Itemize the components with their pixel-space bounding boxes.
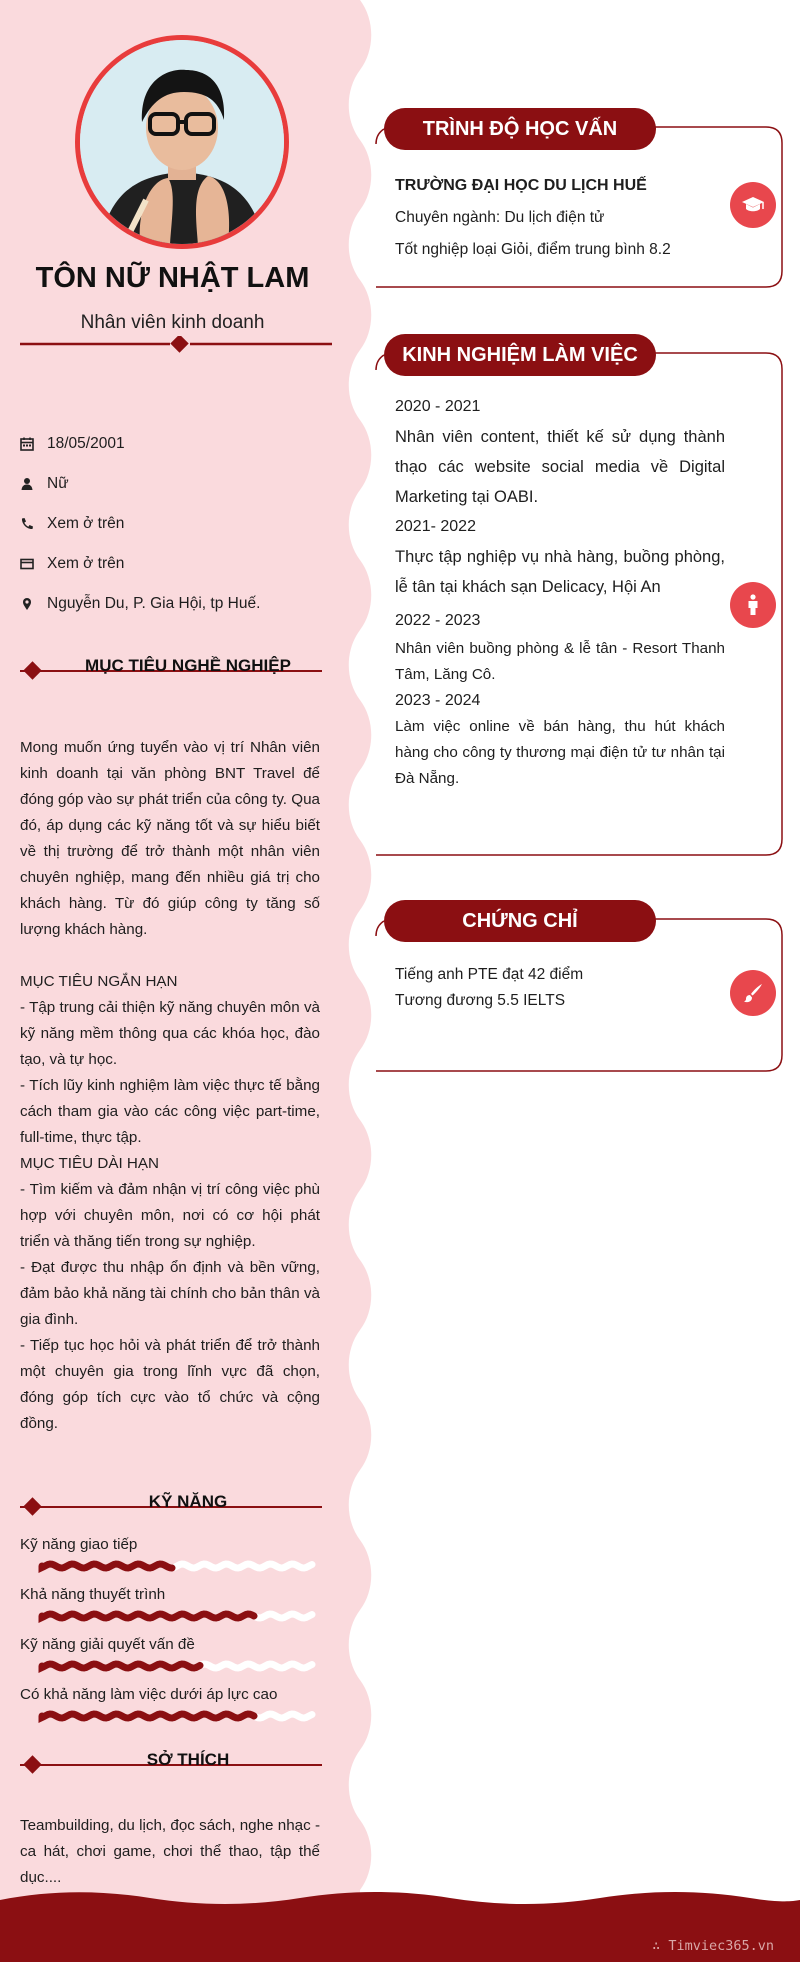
personal-info [20,424,330,624]
experience-period: 2021- 2022 [395,518,476,535]
graduation-cap-icon [730,182,776,228]
skill-name: Kỹ năng giải quyết vấn đề [20,1636,195,1653]
skill-bar [34,1708,320,1724]
objective-paragraph: - Đạt được thu nhập ổn định và bền vững, đảm bảo khả năng tài chính cho bản thân và gia đình. [20,1259,320,1328]
hobbies-text: Teambuilding, du lịch, đọc sách, nghe nhạc - ca hát, chơi game, chơi thể thao, tập thể dục.... [20,1817,320,1886]
objective-heading [20,658,322,682]
objective-paragraph: - Tìm kiếm và đảm nhận vị trí công việc phù hợp với chuyên môn, nơi có cơ hội phát triển và thăng tiến trong sự nghiệp. [20,1181,320,1250]
info-birthdate [20,424,330,464]
info-text: Nữ [47,475,69,492]
hobbies-heading [20,1752,322,1776]
info-address [20,584,330,624]
user-icon [20,477,47,491]
person-icon [730,582,776,628]
hobbies-title: SỞ THÍCH [146,1750,230,1769]
certificates-body [395,962,725,1014]
experience-section [374,334,784,858]
experience-description: Làm việc online về bán hàng, thu hút khách hàng cho công ty thương mại điện tử tư nhân tại Đà Nẵng. [395,718,725,787]
skills-heading [20,1494,322,1518]
skill-bar [34,1658,320,1674]
experience-entry [395,606,725,688]
skill-bar-fill [42,1714,254,1718]
skill-bar-fill [42,1664,200,1668]
objective-paragraph: - Tiếp tục học hỏi và phát triển để trở thành một chuyên gia trong lĩnh vực đã chọn, đóng góp tích cực vào tổ chức và cộng đồng. [20,1337,320,1432]
objective-paragraph: - Tập trung cải thiện kỹ năng chuyên môn và kỹ năng mềm thông qua các khóa học, đào tạo, và tự học. [20,999,320,1068]
experience-entry [395,688,725,792]
info-text: Xem ở trên [47,555,125,572]
email-icon [20,557,47,571]
profile-photo [75,35,289,249]
skill-bar [34,1558,320,1574]
skills-title: KỸ NĂNG [148,1492,228,1511]
skill-bar-fill [42,1614,254,1618]
info-email [20,544,330,584]
info-phone [20,504,330,544]
education-result: Tốt nghiệp loại Giỏi, điểm trung bình 8.2 [395,241,671,258]
skill-item [20,1532,322,1582]
name-divider [20,336,332,356]
skills-list [20,1532,322,1732]
skill-item [20,1582,322,1632]
education-body [395,170,725,266]
school-name: TRƯỜNG ĐẠI HỌC DU LỊCH HUẾ [395,177,647,194]
skill-bar-fill [42,1564,172,1568]
experience-body [395,392,725,792]
objective-title: MỤC TIÊU NGHỀ NGHIỆP [85,656,291,675]
skill-name: Có khả năng làm việc dưới áp lực cao [20,1686,278,1703]
experience-period: 2020 - 2021 [395,398,481,415]
objective-paragraph [20,943,320,969]
info-gender [20,464,330,504]
education-title: TRÌNH ĐỘ HỌC VẤN [384,108,656,150]
skill-name: Kỹ năng giao tiếp [20,1536,138,1553]
experience-description: Nhân viên buồng phòng & lễ tân - Resort Thanh Tâm, Lăng Cô. [395,640,725,683]
experience-entry [395,392,725,512]
education-section [374,108,784,290]
experience-description: Nhân viên content, thiết kế sử dụng thành thạo các website social media về Digital Marketing tại OABI. [395,428,725,506]
candidate-name: TÔN NỮ NHẬT LAM [35,262,310,294]
brush-icon [730,970,776,1016]
experience-description: Thực tập nghiệp vụ nhà hàng, buồng phòng, lễ tân tại khách sạn Delicacy, Hội An [395,548,725,596]
objective-paragraph: MỤC TIÊU DÀI HẠN [20,1155,159,1172]
certificate-line: Tương đương 5.5 IELTS [395,992,566,1009]
objective-paragraph: MỤC TIÊU NGẮN HẠN [20,973,178,990]
experience-entry [395,512,725,602]
skill-bar [34,1608,320,1624]
info-text: 18/05/2001 [47,435,125,452]
phone-icon [20,517,47,531]
objective-text [20,735,320,1437]
experience-period: 2023 - 2024 [395,692,481,709]
education-major: Chuyên ngành: Du lịch điện tử [395,209,605,226]
objective-paragraph: - Tích lũy kinh nghiệm làm việc thực tế bằng cách tham gia vào các công việc part-time, full-time, thực tập. [20,1077,320,1146]
experience-period: 2022 - 2023 [395,612,481,629]
info-text: Xem ở trên [47,515,125,532]
info-text: Nguyễn Du, P. Gia Hội, tp Huế. [47,595,261,612]
skill-item [20,1632,322,1682]
skill-name: Khả năng thuyết trình [20,1586,166,1603]
certificates-title: CHỨNG CHỈ [384,900,656,942]
objective-paragraph: Mong muốn ứng tuyển vào vị trí Nhân viên kinh doanh tại văn phòng BNT Travel để đóng góp vào sự phát triển của công ty. Qua đó, áp dụng các kỹ năng tốt và sự hiểu biết về thị trường để trở thành một nhân viên chuyên nghiệp, mang đến nhiều giá trị cho khách hàng. Từ đó giúp công ty tăng số lượng khách hàng. [20,739,320,938]
job-title: Nhân viên kinh doanh [80,312,265,333]
brand-watermark: ∴ Timviec365.vn [652,1938,774,1954]
certificate-line: Tiếng anh PTE đạt 42 điểm [395,966,584,983]
certificates-section [374,900,784,1074]
location-icon [20,597,47,611]
experience-title: KINH NGHIỆM LÀM VIỆC [384,334,656,376]
skill-item [20,1682,322,1732]
calendar-icon [20,437,47,451]
